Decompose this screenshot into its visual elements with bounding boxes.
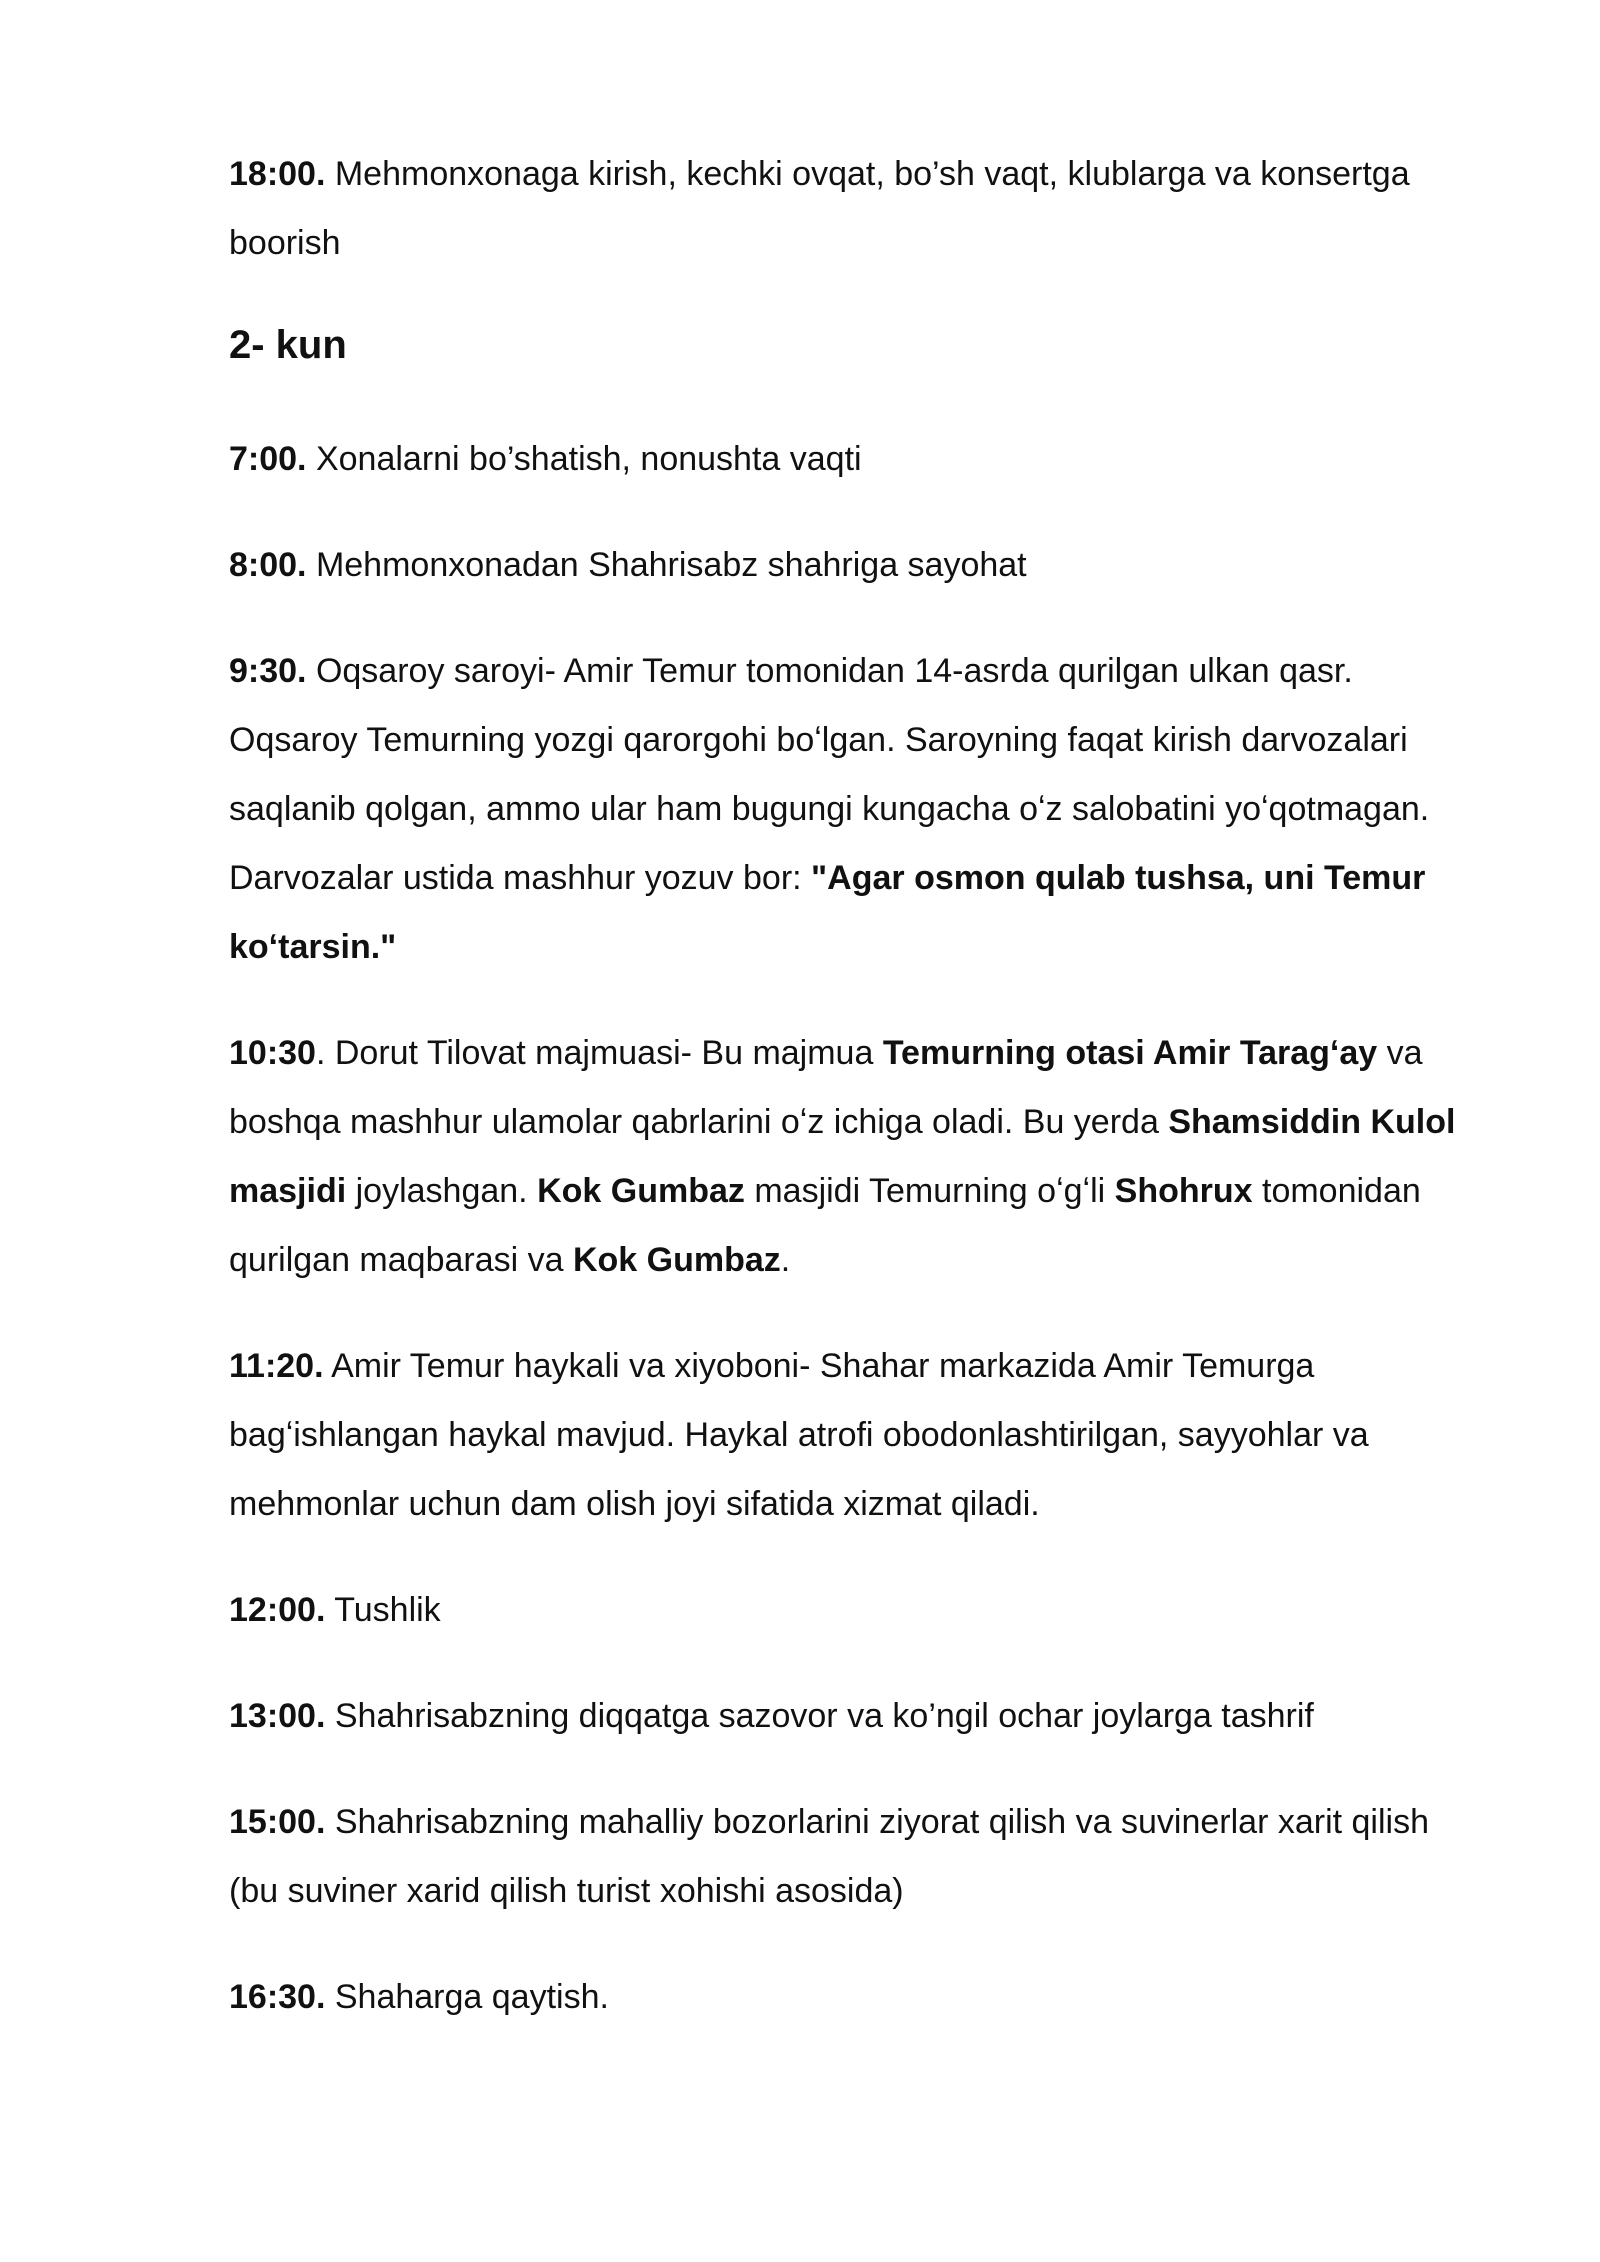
schedule-item-0930 [229, 637, 1464, 982]
bold-text-segment: Shamsiddin Kulol masjidi [229, 1103, 1456, 1210]
schedule-item-1300 [229, 1682, 1464, 1751]
day-2-heading: 2- kun [229, 323, 347, 367]
bold-text-segment: 11:20. [229, 1347, 324, 1385]
bold-text-segment: 7:00. [229, 440, 307, 478]
text-segment: Shahrisabzning diqqatga sazovor va ko’ngil ochar joylarga tashrif [325, 1697, 1314, 1735]
schedule-item-1500 [229, 1788, 1464, 1926]
bold-text-segment: 13:00. [229, 1697, 326, 1735]
bold-text-segment: Kok Gumbaz [537, 1172, 745, 1210]
bold-text-segment: 15:00. [229, 1803, 326, 1841]
bold-text-segment: 18:00. [229, 155, 326, 193]
text-segment: Tushlik [325, 1591, 441, 1629]
schedule-item-0800 [229, 531, 1464, 600]
text-segment: Mehmonxonaga kirish, kechki ovqat, bo’sh vaqt, klublarga va konsertga boorish [229, 155, 1410, 262]
schedule-item-1630 [229, 1963, 1464, 2032]
text-segment: Xonalarni bo’shatish, nonushta vaqti [306, 440, 862, 478]
schedule-item-1030 [229, 1019, 1464, 1295]
text-segment: Shahrisabzning mahalliy bozorlarini ziyorat qilish va suvinerlar xarit qilish (bu suviner xarid qilish turist xohishi asosida) [229, 1803, 1429, 1910]
text-segment: masjidi Temurning oʻgʻli [744, 1172, 1115, 1210]
bold-text-segment: Shohrux [1114, 1172, 1253, 1210]
text-segment: Oqsaroy saroyi- Amir Temur tomonidan 14-asrda qurilgan ulkan qasr. Oqsaroy Temurning yozgi qarorgohi boʻlgan. Saroyning faqat kirish darvozalari saqlanib qolgan, ammo ular ham bugungi kungacha oʻz salobatini yoʻqotmagan. Darvozalar ustida mashhur yozuv bor: [229, 652, 1430, 897]
bold-text-segment: Kok Gumbaz [572, 1241, 781, 1279]
schedule-item-1200 [229, 1576, 1464, 1645]
document-body [229, 140, 1464, 2069]
text-segment: va boshqa mashhur ulamolar qabrlarini oʻz ichiga oladi. Bu yerda [229, 1034, 1423, 1141]
text-segment: . Dorut Tilovat majmuasi- Bu majmua [315, 1034, 883, 1072]
bold-text-segment: 12:00. [229, 1591, 326, 1629]
bold-text-segment: 10:30 [229, 1034, 316, 1072]
schedule-item-1800 [229, 140, 1464, 278]
text-segment: Amir Temur haykali va xiyoboni- Shahar markazida Amir Temurga bagʻishlangan haykal mavjud. Haykal atrofi obodonlashtirilgan, sayyohlar va mehmonlar uchun dam olish joyi sifatida xizmat qiladi. [229, 1347, 1369, 1523]
text-segment: Mehmonxonadan Shahrisabz shahriga sayohat [306, 546, 1027, 584]
text-segment: joylashgan. [346, 1172, 538, 1210]
bold-text-segment: Temurning otasi Amir Taragʻay [882, 1034, 1378, 1072]
bold-text-segment: 9:30. [229, 652, 307, 690]
bold-text-segment: 8:00. [229, 546, 307, 584]
text-segment: tomonidan qurilgan maqbarasi va [229, 1172, 1421, 1279]
text-segment: . [780, 1241, 791, 1279]
bold-text-segment: 16:30. [229, 1978, 326, 2016]
schedule-item-0700 [229, 425, 1464, 494]
bold-text-segment: "Agar osmon qulab tushsa, uni Temur koʻtarsin." [229, 859, 1426, 966]
schedule-item-1120 [229, 1332, 1464, 1539]
text-segment: Shaharga qaytish. [325, 1978, 609, 2016]
